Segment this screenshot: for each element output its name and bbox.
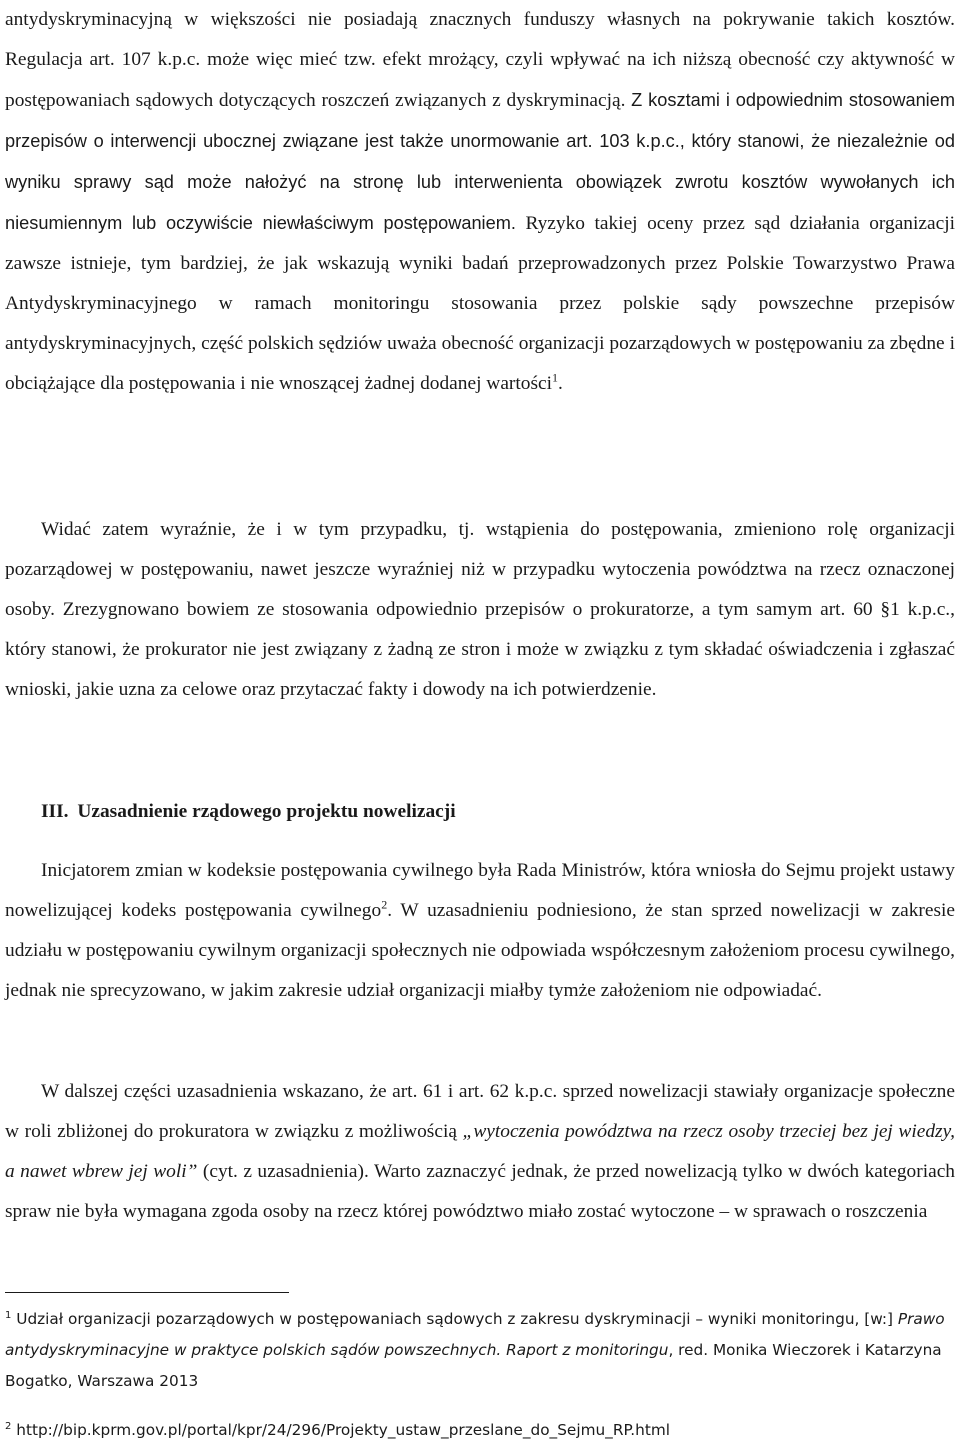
section-heading: [41, 792, 456, 832]
footnote-2: [5, 1415, 955, 1446]
paragraph-text: W dalszej części uzasadnienia wskazano, że art. 61 i art. 62 k.p.c. sprzed nowelizacji stawiały organizacje społeczne w roli zbliżonej do prokuratora w związku z możliwością: [5, 1081, 955, 1142]
footnote-text: Udział organizacji pozarządowych w postępowaniach sądowych z zakresu dyskryminacji – wyniki monitoringu, [w:]: [16, 1310, 898, 1328]
footnote-text: , red. Monika Wieczorek i Katarzyna Bogatko, Warszawa 2013: [5, 1341, 942, 1390]
paragraph-text: Inicjatorem zmian w kodeksie postępowania cywilnego była Rada Ministrów, która wniosła do Sejmu projekt ustawy nowelizującej kodeks postępowania cywilnego: [5, 860, 955, 921]
footnote-title: Prawo antydyskryminacyjne w praktyce polskich sądów powszechnych. Raport z monitoringu: [5, 1310, 945, 1359]
paragraph-text: Ryzyko takiej oceny przez sąd działania organizacji zawsze istnieje, tym bardziej, że jak wskazują wyniki badań przeprowadzonych przez Polskie Towarzystwo Prawa Antydyskryminacyjnego w ramach monitoringu stosowania przez polskie sądy powszechne przepisów antydyskryminacyjnych, część polskich sędziów uważa obecność organizacji pozarządowych w postępowaniu za zbędne i obciążające dla postępowania i nie wnoszącej żadnej dodanej wartości: [5, 213, 955, 394]
footnote-separator: [5, 1292, 289, 1293]
paragraph-text-sans: Z kosztami i odpowiednim stosowaniem przepisów o interwencji ubocznej związane jest także unormowanie art. 103 k.p.c., który stanowi, że niezależnie od wyniku sprawy sąd może nałożyć na stronę lub interwenienta obowiązek zwrotu kosztów wywołanych ich niesumiennym lub oczywiście niewłaściwym postępowaniem.: [5, 90, 955, 233]
paragraph-intervention: [5, 510, 955, 710]
paragraph-text: (cyt. z uzasadnienia). Warto zaznaczyć jednak, że przed nowelizacją tylko w dwóch kategoriach spraw nie była wymagana zgoda osoby na rzecz której powództwo miało zostać wytoczone – w sprawach o roszczenia: [5, 1161, 956, 1222]
footnote-mark: 2: [5, 1420, 12, 1432]
footnote-1: [5, 1304, 955, 1397]
footnote-ref-2[interactable]: 2: [381, 897, 388, 912]
footnote-mark: 1: [5, 1309, 12, 1321]
paragraph-costs: [5, 0, 955, 404]
paragraph-text: antydyskryminacyjną w większości nie posiadają znacznych funduszy własnych na pokrywanie takich kosztów. Regulacja art. 107 k.p.c. może więc mieć tzw. efekt mrożący, czyli wpływać na ich niższą obecność czy aktywność w postępowaniach sądowych dotyczących roszczeń związanych z dyskryminacją.: [5, 9, 955, 111]
paragraph-end: .: [558, 373, 563, 394]
section-title: Uzasadnienie rządowego projektu nowelizacji: [77, 801, 456, 822]
section-number: III.: [41, 801, 69, 822]
paragraph-initiator: [5, 851, 955, 1011]
paragraph-quote: „wytoczenia powództwa na rzecz osoby trzeciej bez jej wiedzy, a nawet wbrew jej woli”: [5, 1121, 955, 1182]
paragraph-text: Widać zatem wyraźnie, że i w tym przypadku, tj. wstąpienia do postępowania, zmieniono rolę organizacji pozarządowej w postępowaniu, nawet jeszcze wyraźniej niż w przypadku wytoczenia powództwa na rzecz oznaczonej osoby. Zrezygnowano bowiem ze stosowania odpowiednio przepisów o prokuratorze, a tym samym art. 60 §1 k.p.c., który stanowi, że prokurator nie jest związany z żadną ze stron i może w związku z tym składać oświadczenia i zgłaszać wnioski, jakie uzna za celowe oraz przytaczać fakty i dowody na ich potwierdzenie.: [5, 519, 955, 700]
paragraph-justification: [5, 1072, 955, 1232]
footnote-ref-1[interactable]: 1: [552, 370, 558, 385]
footnote-url-link[interactable]: http://bip.kprm.gov.pl/portal/kpr/24/296/Projekty_ustaw_przeslane_do_Sejmu_RP.html: [16, 1421, 670, 1439]
paragraph-text: . W uzasadnieniu podniesiono, że stan sprzed nowelizacji w zakresie udziału w postępowaniu cywilnym organizacji społecznych nie odpowiada współczesnym założeniom procesu cywilnego, jednak nie sprecyzowano, w jakim zakresie udział organizacji miałby tymże założeniom nie odpowiadać.: [5, 900, 955, 1001]
